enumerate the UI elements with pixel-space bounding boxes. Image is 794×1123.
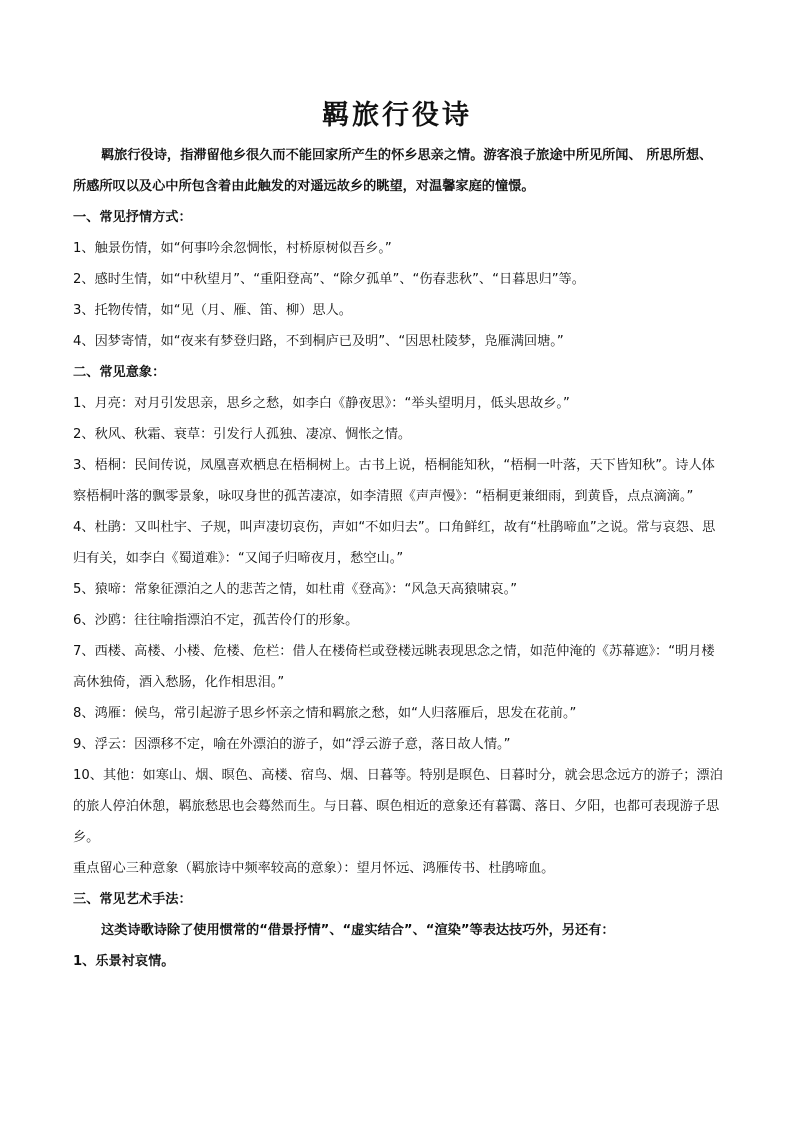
intro-paragraph: 羁旅行役诗，指滞留他乡很久而不能回家所产生的怀乡思亲之情。游客浪子旅途中所见所闻、 所思所想、所感所叹以及心中所包含着由此触发的对遥远故乡的眺望，对温馨家庭的憧憬。 (73, 148, 713, 194)
list-item: 2、感时生情，如“中秋望月”、“重阳登高”、“除夕孤单”、“伤春悲秋”、“日暮思归”等。 (73, 272, 585, 287)
list-item: 4、因梦寄情，如“夜来有梦登归路，不到桐庐已及明”、“因思杜陵梦，凫雁满回塘。” (73, 334, 564, 349)
list-item: 1、触景伤情，如“何事吟余忽惆怅，村桥原树似吾乡。” (73, 241, 392, 256)
list-item: 6、沙鸥：往往喻指漂泊不定，孤苦伶仃的形象。 (73, 613, 359, 628)
list-item: 7、西楼、高楼、小楼、危楼、危栏：借人在楼倚栏或登楼远眺表现思念之情，如范仲淹的《苏幕遮》：“明月楼高休独倚，酒入愁肠，化作相思泪。” (73, 644, 715, 690)
list-item: 2、秋风、秋霜、衰草：引发行人孤独、凄凉、惆怅之情。 (73, 427, 412, 442)
list-item: 3、梧桐：民间传说，凤凰喜欢栖息在梧桐树上。古书上说，梧桐能知秋，“梧桐一叶落，天下皆知秋”。诗人体察梧桐叶落的飘零景象，咏叹身世的孤苦凄凉，如李清照《声声慢》：“梧桐更兼细雨，到黄昏，点点滴滴。” (73, 458, 715, 504)
list-item: 5、猿啼：常象征漂泊之人的悲苦之情，如杜甫《登高》：“风急天高猿啸哀。” (73, 582, 518, 597)
list-item: 9、浮云：因漂移不定，喻在外漂泊的游子，如“浮云游子意，落日故人情。” (73, 737, 511, 752)
section-heading-imagery: 二、常见意象： (73, 365, 166, 380)
technique-item: 1、乐景衬哀情。 (73, 954, 175, 969)
list-item: 1、月亮：对月引发思亲，思乡之愁，如李白《静夜思》：“举头望明月，低头思故乡。” (73, 396, 570, 411)
document-body (73, 140, 723, 977)
techniques-intro: 这类诗歌诗除了使用惯常的“借景抒情”、“虚实结合”、“渲染”等表达技巧外，另还有： (101, 923, 615, 938)
section-heading-expression: 一、常见抒情方式： (73, 210, 192, 225)
list-item: 10、其他：如寒山、烟、暝色、高楼、宿鸟、烟、日暮等。特别是暝色、日暮时分，就会思念远方的游子；漂泊的旅人停泊休憩，羁旅愁思也会蓦然而生。与日暮、暝色相近的意象还有暮霭、落日、夕阳，也都可表现游子思乡。 (73, 768, 723, 845)
document-title: 羁旅行役诗 (322, 100, 472, 131)
list-item: 4、杜鹃：又叫杜宇、子规，叫声凄切哀伤，声如“不如归去”。口角鲜红，故有“杜鹃啼血”之说。常与哀怨、思归有关，如李白《蜀道难》：“又闻子归啼夜月，愁空山。” (73, 520, 716, 566)
section-heading-techniques: 三、常见艺术手法： (73, 892, 192, 907)
imagery-note: 重点留心三种意象（羁旅诗中频率较高的意象）：望月怀远、鸿雁传书、杜鹃啼血。 (73, 861, 555, 876)
list-item: 3、托物传情，如“见（月、雁、笛、柳）思人。 (73, 303, 352, 318)
list-item: 8、鸿雁：候鸟，常引起游子思乡怀亲之情和羁旅之愁，如“人归落雁后，思发在花前。” (73, 706, 577, 721)
